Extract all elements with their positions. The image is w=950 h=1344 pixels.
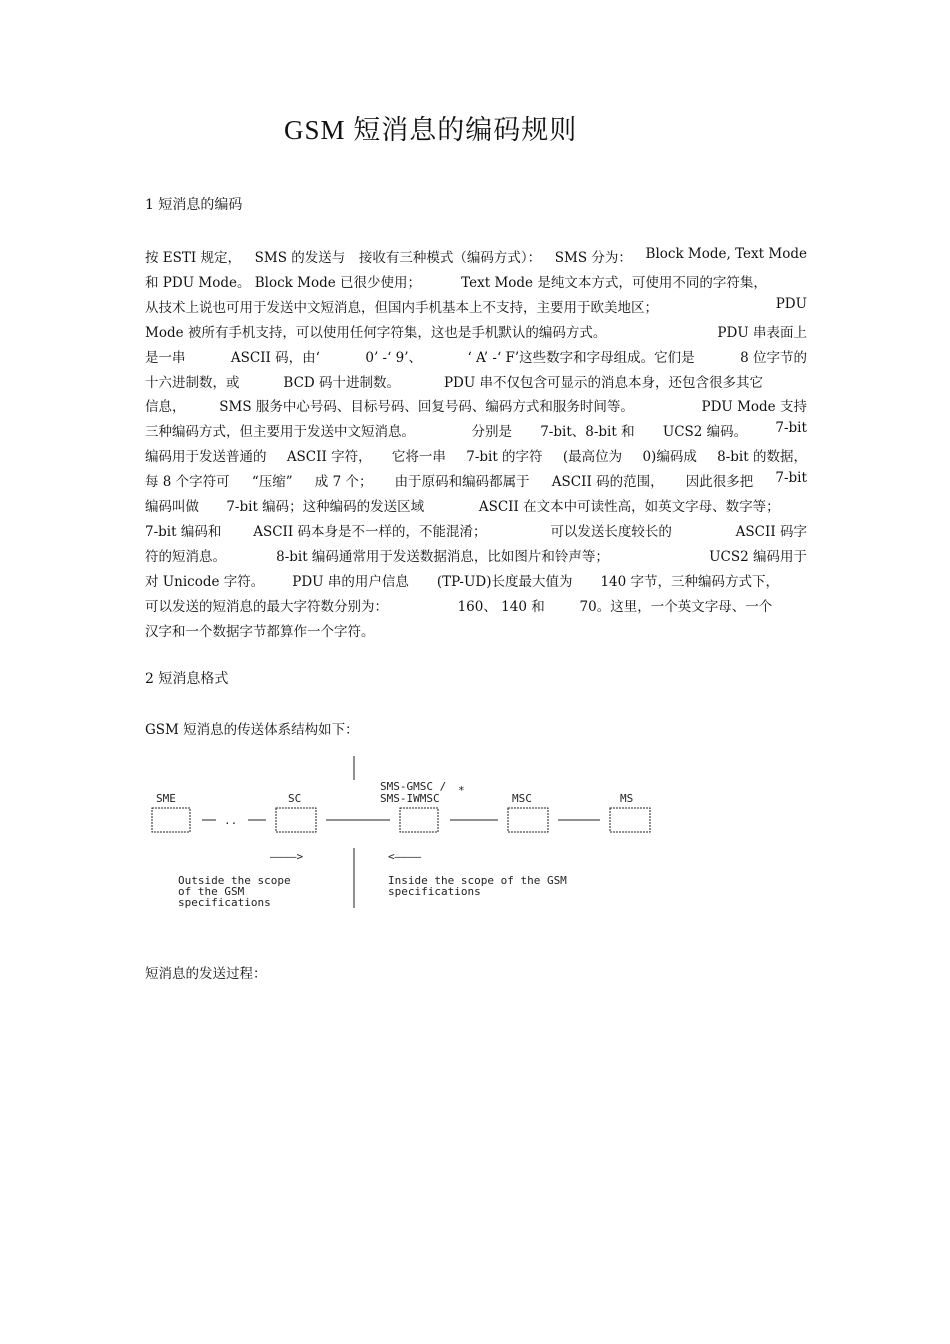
text-segment: 7-bit、8-bit 和: [540, 424, 635, 441]
text-segment: 编码叫做: [145, 499, 199, 515]
text-segment: ASCII 字符，: [286, 449, 372, 466]
text-segment: 7-bit 编码和: [145, 523, 222, 540]
text-segment: 7-bit 的字符: [466, 449, 543, 466]
text-segment: 信息，: [145, 399, 186, 416]
node-label-sms-iwmsc: SMS-IWMSC: [380, 792, 440, 805]
text-segment: 汉字和一个数据字节都算作一个字符。: [145, 623, 375, 640]
text-segment: 7-bit 编码；这种编码的发送区域: [226, 499, 425, 515]
text-segment: PDU: [775, 295, 807, 312]
text-segment: UCS2 编码。: [662, 424, 748, 441]
paragraph-line: [145, 395, 807, 415]
text-segment: 从技术上说也可用于发送中文短消息，但国内手机基本上不支持，主要用于欧美地区；: [145, 299, 658, 316]
ms-box: [610, 808, 650, 832]
paragraph-line: [145, 296, 807, 316]
text-segment: 8-bit 的数据，: [717, 449, 807, 466]
text-segment: UCS2 编码用于: [709, 548, 807, 565]
msc-box: [508, 808, 548, 832]
text-segment: 由于原码和编码都属于: [394, 474, 530, 491]
text-segment: SMS 服务中心号码、目标号码、回复号码、编码方式和服务时间等。: [219, 399, 634, 416]
text-segment: 十六进制数，或: [145, 374, 240, 391]
outside-scope-note-line2: of the GSM: [178, 885, 245, 898]
text-segment: PDU 串表面上: [717, 324, 807, 341]
paragraph-line: [145, 595, 807, 615]
outside-scope-note-line1: Outside the scope: [178, 874, 291, 887]
document-title: GSM 短消息的编码规则: [284, 115, 578, 145]
paragraph-line: [145, 346, 807, 366]
sms-gmsc-box: [400, 808, 438, 832]
paragraph-line: [145, 420, 807, 440]
text-segment: ASCII 码本身是不一样的，不能混淆；: [253, 523, 487, 540]
text-segment: “压缩”: [251, 474, 293, 491]
inside-scope-note-line2: specifications: [388, 885, 481, 898]
outside-scope-note-line3: specifications: [178, 896, 271, 909]
text-segment: (TP-UD)长度最大值为: [436, 573, 573, 590]
node-label-msc: MSC: [512, 792, 532, 805]
text-segment: 每 8 个字符可: [145, 474, 230, 491]
paragraph-line: [145, 271, 807, 291]
text-segment: PDU Mode 支持: [701, 399, 807, 416]
text-segment: SMS 分为：: [554, 250, 632, 266]
text-segment: 是一串: [145, 349, 186, 366]
text-segment: 符的短消息。: [145, 548, 226, 565]
paragraph-line: [145, 246, 807, 266]
text-segment: 接收有三种模式（编码方式）：: [358, 250, 542, 266]
section-2-heading: 2 短消息格式: [145, 671, 229, 687]
text-segment: Mode 被所有手机支持，可以使用任何字符集，这也是手机默认的编码方式。: [145, 324, 607, 341]
paragraph-line: [145, 520, 807, 540]
arrow-left: <————: [388, 850, 422, 863]
text-segment: ASCII 在文本中可读性高，如英文字母、数字等；: [478, 499, 780, 515]
inside-scope-note-line1: Inside the scope of the GSM: [388, 874, 567, 887]
text-segment: 分别是: [471, 424, 512, 441]
text-segment: 160、 140 和: [457, 598, 545, 615]
sme-box: [152, 808, 190, 832]
text-segment: 8 位字节的: [740, 349, 807, 366]
text-segment: 它将一串: [391, 449, 446, 466]
text-segment: 按 ESTI 规定，: [145, 250, 242, 266]
text-segment: 因此很多把: [685, 474, 754, 491]
text-segment: ASCII 码，由‘: [230, 349, 320, 366]
text-segment: SMS 的发送与: [254, 250, 346, 266]
text-segment: ‘ A’ -‘ F’这些数字和字母组成。它们是: [467, 349, 695, 366]
sms-architecture-diagram: [140, 752, 700, 922]
text-segment: ASCII 码字: [735, 523, 807, 540]
text-segment: 7-bit: [775, 420, 807, 437]
paragraph-line: [145, 445, 807, 465]
section-1-heading: 1 短消息的编码: [145, 197, 243, 213]
text-segment: 70。这里，一个英文字母、一个: [579, 598, 773, 615]
paragraph-line: [145, 495, 807, 515]
text-segment: 可以发送长度较长的: [550, 523, 672, 540]
text-segment: ASCII 码的范围，: [551, 474, 664, 491]
arrow-right: ————>: [270, 850, 304, 863]
connector-dots: ..: [224, 814, 238, 827]
text-segment: 成 7 个；: [314, 474, 373, 491]
asterisk-marker: *: [458, 784, 465, 797]
text-segment: 可以发送的短消息的最大字符数分别为：: [145, 598, 388, 615]
sc-box: [276, 808, 316, 832]
text-segment: (最高位为: [562, 449, 623, 466]
paragraph-line: [145, 620, 807, 640]
text-segment: 三种编码方式，但主要用于发送中文短消息。: [145, 424, 415, 441]
text-segment: 和 PDU Mode。 Block Mode 已很少使用；: [145, 274, 422, 291]
node-label-sc: SC: [288, 792, 302, 805]
paragraph-line: [145, 470, 807, 490]
text-segment: 编码用于发送普通的: [145, 449, 267, 466]
node-label-ms: MS: [620, 792, 634, 805]
section-2-intro: GSM 短消息的传送体系结构如下：: [145, 722, 359, 738]
text-segment: 0’ -‘ 9’、: [365, 349, 423, 366]
text-segment: 8-bit 编码通常用于发送数据消息，比如图片和铃声等；: [276, 548, 609, 565]
text-segment: 0)编码成: [642, 449, 697, 466]
paragraph-line: [145, 321, 807, 341]
paragraph-line: [145, 371, 807, 391]
paragraph-line: [145, 570, 807, 590]
text-segment: 对 Unicode 字符。: [145, 573, 265, 590]
text-segment: PDU 串不仅包含可显示的消息本身，还包含很多其它: [443, 374, 764, 391]
sending-process-caption: 短消息的发送过程：: [145, 966, 267, 982]
text-segment: Block Mode, Text Mode: [645, 246, 807, 262]
node-label-sme: SME: [156, 792, 176, 805]
text-segment: Text Mode 是纯文本方式，可使用不同的字符集，: [461, 274, 767, 291]
paragraph-line: [145, 545, 807, 565]
text-segment: 140 字节，三种编码方式下，: [600, 573, 779, 590]
node-label-sms-gmsc: SMS-GMSC /: [380, 780, 447, 793]
text-segment: BCD 码十进制数。: [283, 374, 401, 391]
text-segment: PDU 串的用户信息: [292, 573, 409, 590]
text-segment: 7-bit: [775, 470, 807, 487]
